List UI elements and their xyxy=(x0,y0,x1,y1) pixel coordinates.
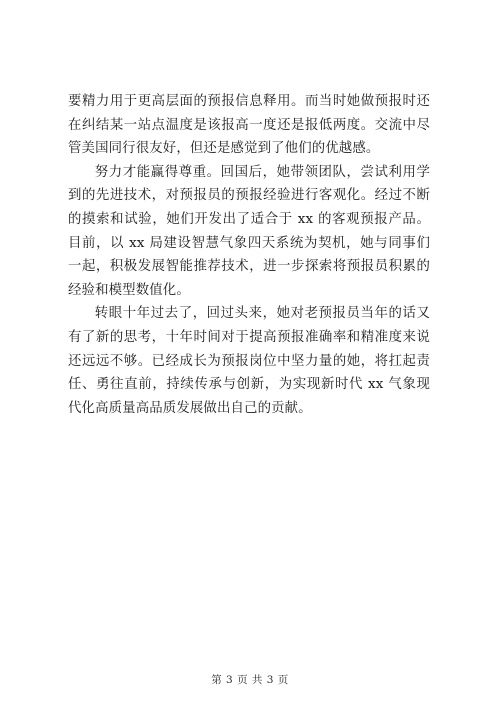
document-body xyxy=(68,90,430,420)
page-number-footer: 第 3 页 共 3 页 xyxy=(211,674,289,686)
paragraph-ten-years: 转眼十年过去了，回过头来，她对老预报员当年的话又有了新的思考，十年时间对于提高预报准确率和精准度来说还远远不够。已经成长为预报岗位中坚力量的她，将扛起责任、勇往直前，持续传承与创新，为实现新时代 xx 气象现代化高质量高品质发展做出自己的贡献。 xyxy=(68,306,430,416)
paragraph-effort-respect: 努力才能赢得尊重。回国后，她带领团队，尝试利用学到的先进技术，对预报员的预报经验进行客观化。经过不断的摸索和试验，她们开发出了适合于 xx 的客观预报产品。目前，以 xx 局建设智慧气象四天系统为契机，她与同事们一起，积极发展智能推荐技术，进一步探索将预报员积累的经验和模型数值化。 xyxy=(68,164,430,298)
paragraph-continuation: 要精力用于更高层面的预报信息释用。而当时她做预报时还在纠结某一站点温度是该报高一度还是报低两度。交流中尽管美国同行很友好，但还是感觉到了他们的优越感。 xyxy=(68,94,430,157)
